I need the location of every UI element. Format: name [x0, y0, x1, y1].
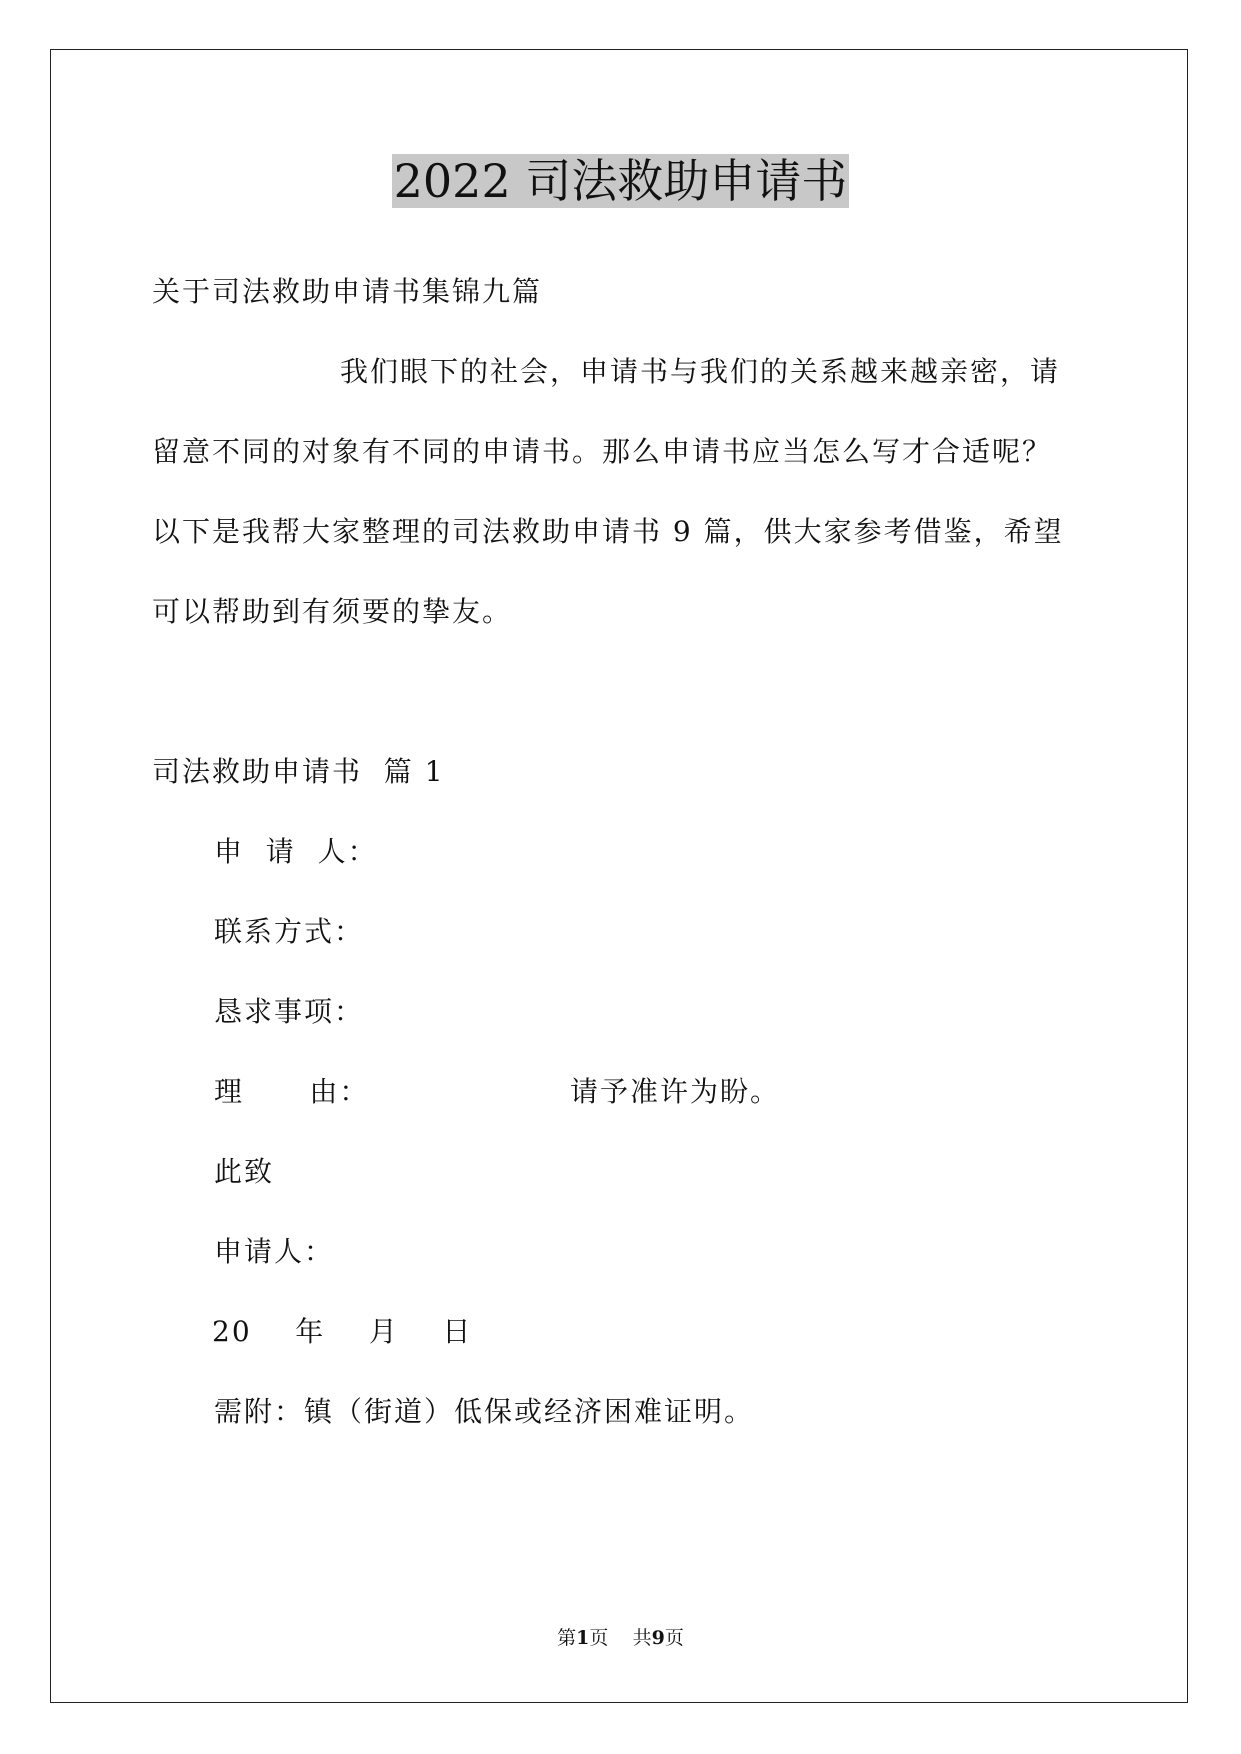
- document-subtitle: 关于司法救助申请书集锦九篇: [152, 275, 543, 308]
- intro-line-3: 以下是我帮大家整理的司法救助申请书 9 篇，供大家参考借鉴，希望: [152, 515, 1064, 548]
- page-footer: [0, 1625, 1241, 1651]
- footer-mid: 页 共: [589, 1627, 652, 1649]
- field-reason: 理 由：: [214, 1075, 370, 1108]
- field-request: 恳求事项：: [214, 995, 365, 1028]
- footer-prefix: 第: [557, 1627, 577, 1649]
- salutation: 此致: [214, 1155, 275, 1188]
- intro-line-1: 我们眼下的社会，申请书与我们的关系越来越亲密，请: [340, 355, 1061, 388]
- field-attachment: 需附：镇（街道）低保或经济困难证明。: [214, 1395, 755, 1428]
- field-contact: 联系方式：: [214, 915, 365, 948]
- section-heading: 司法救助申请书 篇 1: [152, 755, 445, 788]
- field-applicant: 申 请 人：: [214, 835, 378, 868]
- intro-line-2: 留意不同的对象有不同的申请书。那么申请书应当怎么写才合适呢？: [152, 435, 1053, 468]
- intro-line-4: 可以帮助到有须要的挚友。: [152, 595, 513, 628]
- footer-page-number: 1: [576, 1627, 590, 1649]
- document-title-text: 2022 司法救助申请书: [393, 154, 848, 208]
- field-signer: 申请人：: [214, 1235, 335, 1268]
- field-reason-tail: 请予准许为盼。: [570, 1075, 781, 1108]
- footer-total-pages: 9: [651, 1627, 665, 1649]
- footer-suffix: 页: [664, 1627, 684, 1649]
- document-title: [0, 152, 1241, 210]
- field-date: 20 年 月 日: [212, 1315, 473, 1348]
